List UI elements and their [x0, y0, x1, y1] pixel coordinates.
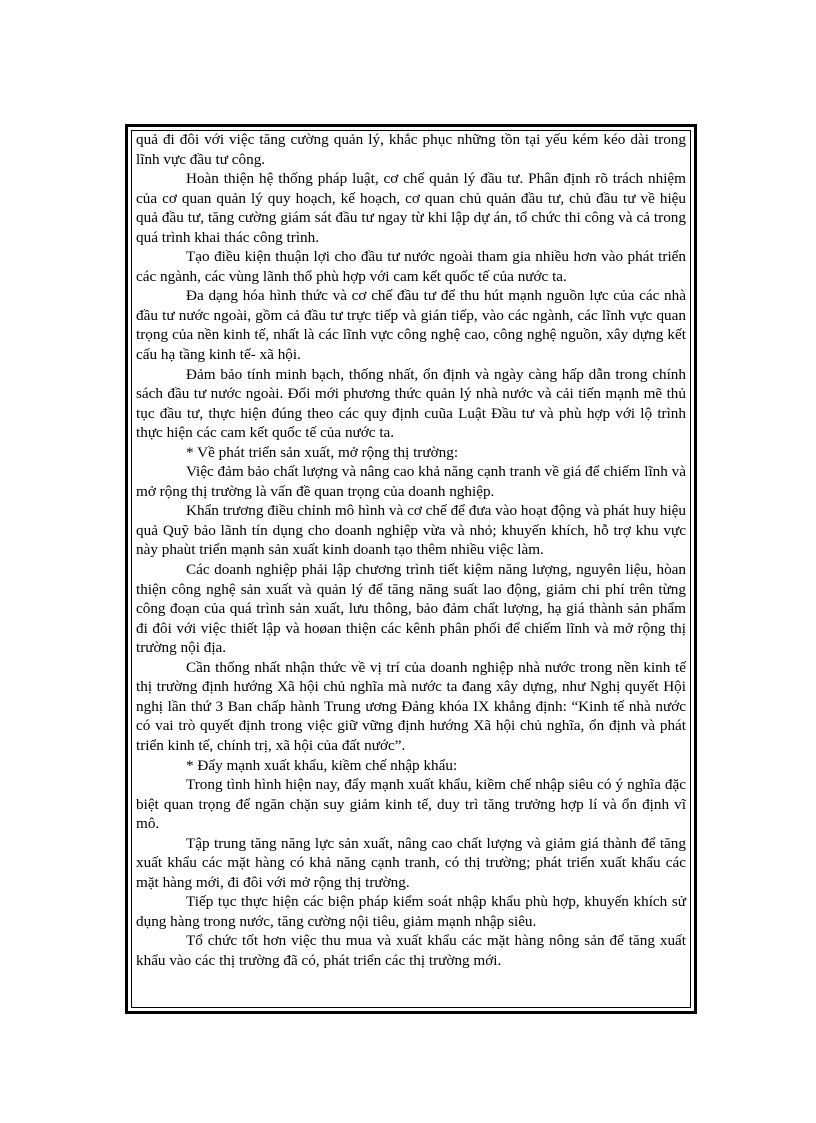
paragraph: Tập trung tăng năng lực sản xuất, nâng cao chất lượng và giảm giá thành để tăng xuất khẩu các mặt hàng có khả năng cạnh tranh, có thị trường; phát triển xuất khẩu các mặt hàng mới, đi đôi với mở rộng thị trường.: [136, 834, 686, 891]
paragraph: Tạo điều kiện thuận lợi cho đầu tư nước ngoài tham gia nhiều hơn vào phát triển các ngành, các vùng lãnh thổ phù hợp với cam kết quốc tế của nước ta.: [136, 248, 686, 285]
paragraph: Khẩn trương điều chỉnh mô hình và cơ chế để đưa vào hoạt động và phát huy hiệu quả Quỹ bảo lãnh tín dụng cho doanh nghiệp vừa và nhỏ; khuyến khích, hỗ trợ khu vực này phaùt triển mạnh sản xuất kinh doanh tạo thêm nhiều việc làm.: [136, 502, 686, 559]
paragraph: Đa dạng hóa hình thức và cơ chế đầu tư để thu hút mạnh nguồn lực của các nhà đầu tư nước ngoài, gồm cả đầu tư trực tiếp và gián tiếp, vào các ngành, các lĩnh vực quan trọng của nền kinh tế, nhất là các lĩnh vực công nghệ cao, công nghệ nguồn, xây dựng kết cấu hạ tầng kinh tế- xã hội.: [136, 287, 686, 364]
paragraph: Tiếp tục thực hiện các biện pháp kiểm soát nhập khẩu phù hợp, khuyến khích sử dụng hàng trong nước, tăng cường nội tiêu, giảm mạnh nhập siêu.: [136, 893, 686, 930]
paragraph: quả đi đôi với việc tăng cường quản lý, khắc phục những tồn tại yếu kém kéo dài trong lĩnh vực đầu tư công.: [136, 131, 686, 168]
paragraph: Tổ chức tốt hơn việc thu mua và xuất khẩu các mặt hàng nông sản để tăng xuất khẩu vào các thị trường đã có, phát triển các thị trường mới.: [136, 932, 686, 969]
paragraph: Đảm bảo tính minh bạch, thống nhất, ổn định và ngày càng hấp dẫn trong chính sách đầu tư nước ngoài. Đổi mới phương thức quản lý nhà nước và cải tiến mạnh mẽ thủ tục đầu tư, thực hiện đúng theo các quy định cuũa Luật Đầu tư và phù hợp với lộ trình thực hiện các cam kết quốc tế của nước ta.: [136, 365, 686, 442]
document-body: [136, 130, 686, 971]
paragraph: Trong tình hình hiện nay, đẩy mạnh xuất khẩu, kiềm chế nhập siêu có ý nghĩa đặc biệt quan trọng để ngăn chặn suy giảm kinh tế, duy trì tăng trưởng hợp lí và ổn định vĩ mô.: [136, 776, 686, 833]
paragraph: Cần thống nhất nhận thức về vị trí của doanh nghiệp nhà nước trong nền kinh tế thị trường định hướng Xã hội chủ nghĩa mà nước ta đang xây dựng, như Nghị quyết Hội nghị lần thứ 3 Ban chấp hành Trung ương Đảng khóa IX khẳng định: “Kinh tế nhà nước có vai trò quyết định trong việc giữ vững định hướng Xã hội chủ nghĩa, ổn định và phát triển kinh tế, chính trị, xã hội của đất nước”.: [136, 658, 686, 754]
paragraph: Các doanh nghiệp phải lập chương trình tiết kiệm năng lượng, nguyên liệu, hòan thiện công nghệ sản xuất và quản lý để tăng năng suất lao động, giảm chi phí trên từng công đoạn của quá trình sản xuất, lưu thông, bảo đảm chất lượng, hạ giá thành sản phẩm đi đôi với việc thiết lập và hoøan thiện các kênh phân phối để chiếm lĩnh và mở rộng thị trường nội địa.: [136, 561, 686, 657]
paragraph: Việc đảm bảo chất lượng và nâng cao khả năng cạnh tranh về giá để chiếm lĩnh và mở rộng thị trường là vấn đề quan trọng của doanh nghiệp.: [136, 463, 686, 500]
section-heading: * Về phát triển sản xuất, mở rộng thị trường:: [186, 443, 459, 461]
section-heading: * Đẩy mạnh xuất khẩu, kiềm chế nhập khẩu:: [186, 756, 458, 774]
paragraph: Hoàn thiện hệ thống pháp luật, cơ chế quản lý đầu tư. Phân định rõ trách nhiệm của cơ quan quản lý quy hoạch, kế hoạch, cơ quan chủ quản đầu tư, chủ đầu tư về hiệu quả đầu tư, tăng cường giám sát đầu tư ngay từ khi lập dự án, tổ chức thi công và cả trong quá trình khai thác công trình.: [136, 170, 686, 246]
